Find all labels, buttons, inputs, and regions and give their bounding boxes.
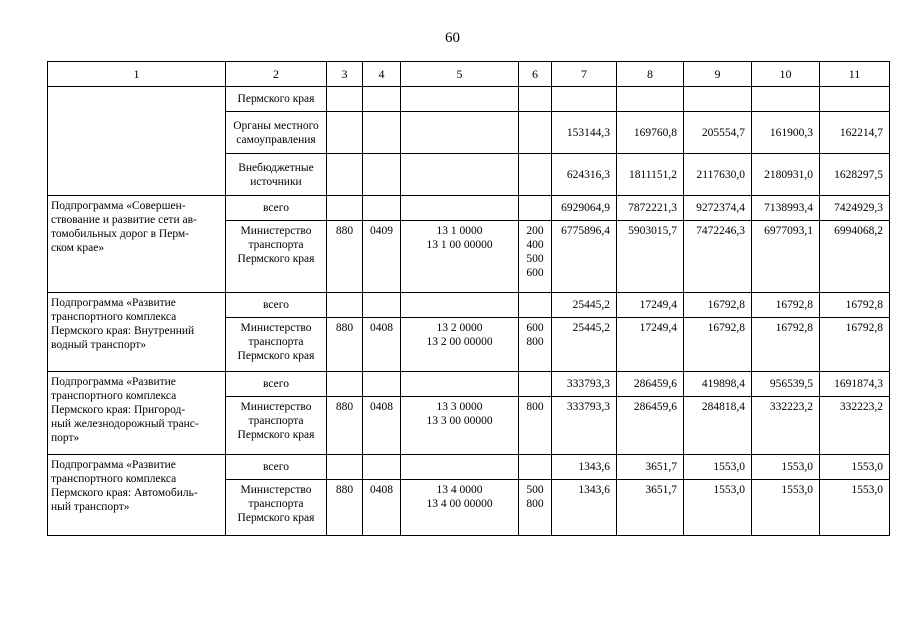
code-cell: 880	[327, 221, 363, 293]
code-cell: 0408	[363, 318, 401, 372]
source-cell: всего	[226, 293, 327, 318]
value-cell: 16792,8	[820, 318, 890, 372]
header-row	[48, 62, 890, 87]
code-cell: 880	[327, 480, 363, 536]
code-cell: 500 800	[519, 480, 552, 536]
table-row	[48, 455, 890, 480]
budget-table	[47, 61, 890, 536]
code-cell: 0409	[363, 221, 401, 293]
source-cell: Министерство транспорта Пермского края	[226, 318, 327, 372]
subprogram-name: Подпрограмма «Совершен- ствование и развитие сети ав- томобильных дорог в Перм- ском крае»	[48, 196, 226, 293]
value-cell: 7872221,3	[617, 196, 684, 221]
value-cell: 7424929,3	[820, 196, 890, 221]
value-cell: 286459,6	[617, 372, 684, 397]
value-cell: 205554,7	[684, 112, 752, 154]
column-header: 2	[226, 62, 327, 87]
source-cell: Министерство транспорта Пермского края	[226, 480, 327, 536]
value-cell: 16792,8	[752, 318, 820, 372]
value-cell: 1343,6	[552, 455, 617, 480]
code-cell: 880	[327, 318, 363, 372]
subprogram-name: Подпрограмма «Развитие транспортного комплекса Пермского края: Внутренний водный транспорт»	[48, 293, 226, 372]
column-header: 1	[48, 62, 226, 87]
value-cell: 17249,4	[617, 318, 684, 372]
source-cell: Органы местного самоуправления	[226, 112, 327, 154]
value-cell: 5903015,7	[617, 221, 684, 293]
value-cell: 1553,0	[820, 480, 890, 536]
value-cell: 2117630,0	[684, 154, 752, 196]
value-cell: 2180931,0	[752, 154, 820, 196]
column-header: 8	[617, 62, 684, 87]
value-cell: 17249,4	[617, 293, 684, 318]
code-cell: 200 400 500 600	[519, 221, 552, 293]
value-cell: 284818,4	[684, 397, 752, 455]
value-cell: 16792,8	[820, 293, 890, 318]
value-cell: 3651,7	[617, 455, 684, 480]
source-cell: всего	[226, 372, 327, 397]
value-cell: 153144,3	[552, 112, 617, 154]
subprogram-name: Подпрограмма «Развитие транспортного комплекса Пермского края: Пригород- ный железнодорожный транс- порт»	[48, 372, 226, 455]
value-cell: 169760,8	[617, 112, 684, 154]
code-cell: 800	[519, 397, 552, 455]
table-row	[48, 87, 890, 112]
code-cell: 13 1 0000 13 1 00 00000	[401, 221, 519, 293]
code-cell: 13 3 0000 13 3 00 00000	[401, 397, 519, 455]
value-cell: 25445,2	[552, 318, 617, 372]
source-cell: всего	[226, 196, 327, 221]
source-cell: Пермского края	[226, 87, 327, 112]
table-row	[48, 372, 890, 397]
source-cell: всего	[226, 455, 327, 480]
value-cell: 16792,8	[684, 293, 752, 318]
column-header: 9	[684, 62, 752, 87]
source-cell: Внебюджетные источники	[226, 154, 327, 196]
value-cell: 332223,2	[752, 397, 820, 455]
value-cell: 6994068,2	[820, 221, 890, 293]
value-cell: 9272374,4	[684, 196, 752, 221]
value-cell: 6977093,1	[752, 221, 820, 293]
value-cell: 333793,3	[552, 372, 617, 397]
program-cell	[48, 87, 226, 196]
table-row	[48, 196, 890, 221]
value-cell: 25445,2	[552, 293, 617, 318]
value-cell: 956539,5	[752, 372, 820, 397]
value-cell: 1553,0	[820, 455, 890, 480]
value-cell: 624316,3	[552, 154, 617, 196]
value-cell: 1691874,3	[820, 372, 890, 397]
value-cell: 286459,6	[617, 397, 684, 455]
page-number: 60	[445, 30, 460, 46]
value-cell: 333793,3	[552, 397, 617, 455]
source-cell: Министерство транспорта Пермского края	[226, 221, 327, 293]
value-cell: 7472246,3	[684, 221, 752, 293]
value-cell: 6929064,9	[552, 196, 617, 221]
column-header: 10	[752, 62, 820, 87]
value-cell: 1343,6	[552, 480, 617, 536]
value-cell: 332223,2	[820, 397, 890, 455]
code-cell: 13 2 0000 13 2 00 00000	[401, 318, 519, 372]
column-header: 3	[327, 62, 363, 87]
code-cell: 0408	[363, 397, 401, 455]
column-header: 6	[519, 62, 552, 87]
column-header: 11	[820, 62, 890, 87]
code-cell: 600 800	[519, 318, 552, 372]
subprogram-name: Подпрограмма «Развитие транспортного комплекса Пермского края: Автомобиль- ный транспорт»	[48, 455, 226, 536]
value-cell: 1553,0	[752, 455, 820, 480]
value-cell: 3651,7	[617, 480, 684, 536]
column-header: 5	[401, 62, 519, 87]
value-cell: 7138993,4	[752, 196, 820, 221]
value-cell: 1811151,2	[617, 154, 684, 196]
column-header: 4	[363, 62, 401, 87]
value-cell: 1553,0	[684, 480, 752, 536]
value-cell: 1628297,5	[820, 154, 890, 196]
value-cell: 16792,8	[752, 293, 820, 318]
code-cell: 0408	[363, 480, 401, 536]
value-cell: 16792,8	[684, 318, 752, 372]
table-row	[48, 293, 890, 318]
column-header: 7	[552, 62, 617, 87]
value-cell: 162214,7	[820, 112, 890, 154]
value-cell: 1553,0	[752, 480, 820, 536]
value-cell: 419898,4	[684, 372, 752, 397]
code-cell: 13 4 0000 13 4 00 00000	[401, 480, 519, 536]
value-cell: 161900,3	[752, 112, 820, 154]
value-cell: 6775896,4	[552, 221, 617, 293]
source-cell: Министерство транспорта Пермского края	[226, 397, 327, 455]
code-cell: 880	[327, 397, 363, 455]
value-cell: 1553,0	[684, 455, 752, 480]
